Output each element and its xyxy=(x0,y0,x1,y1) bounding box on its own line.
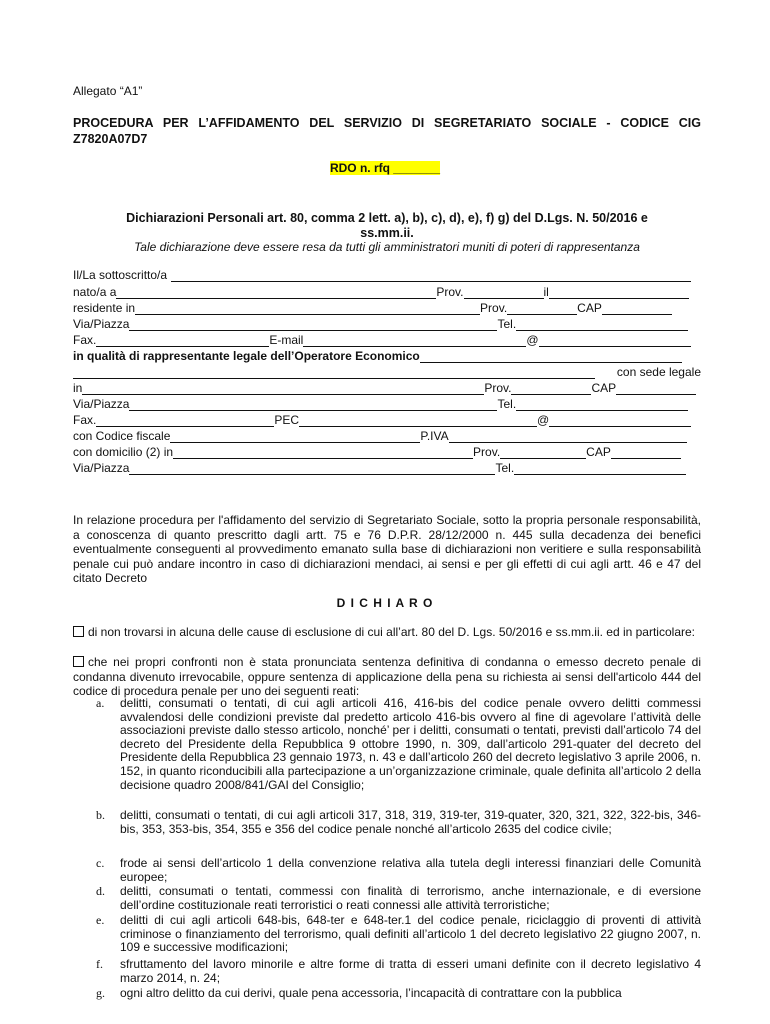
label-legal-representative: in qualità di rappresentante legale dell’Operatore Economico xyxy=(73,349,420,363)
form-row-contacts xyxy=(73,333,701,347)
field-residence-cap[interactable] xyxy=(602,303,672,315)
field-hq-prov[interactable] xyxy=(511,383,591,395)
label-prov: Prov. xyxy=(436,285,464,299)
list-item xyxy=(96,885,701,912)
label-date: il xyxy=(543,285,549,299)
field-street[interactable] xyxy=(129,319,497,331)
list-item-text: delitti, consumati o tentati, di cui agli articoli 416, 416-bis del codice penale ovvero delitti commessi avvalendosi delle condizioni previste dal predetto articolo 416-bis ovvero al fine di agevolare l’attività delle associazioni previste dallo stesso articolo, nonché’ per i delitti, consumati o tentati, previsti dall’articolo 74 del decreto del Presidente della Repubblica 9 ottobre 1990, n. 309, dall’articolo 291-quater del decreto del Presidente della Repubblica 23 gennaio 1973, n. 43 e dall’articolo 260 del decreto legislativo 3 aprile 2006, n. 152, in quanto riconducibili alla partecipazione a un’organizzazione criminale, quale definita all’articolo 2 della decisione quadro 2008/841/GAI del Consiglio; xyxy=(120,696,701,792)
label-cap: CAP xyxy=(591,381,617,395)
declaration-title xyxy=(73,211,701,241)
list-item xyxy=(96,857,701,884)
declaration-title-line-1: Dichiarazioni Personali art. 80, comma 2 lett. a), b), c), d), e), f) g) del D.Lgs. N. 50/2016 e xyxy=(126,211,648,225)
form-row-signatory xyxy=(73,268,701,282)
label-tel: Tel. xyxy=(495,461,515,475)
checkbox-1[interactable] xyxy=(73,626,84,637)
field-email-domain[interactable] xyxy=(539,335,691,347)
declaration-note: Tale dichiarazione deve essere resa da tutti gli amministratori muniti di poteri di rappresentanza xyxy=(134,240,640,254)
field-birth-prov[interactable] xyxy=(464,287,544,299)
label-born-in: nato/a a xyxy=(73,285,117,299)
field-domicile[interactable] xyxy=(173,447,473,459)
form-row-residence xyxy=(73,301,701,315)
form-row-birth xyxy=(73,285,701,299)
field-pec[interactable] xyxy=(299,415,537,427)
label-in: in xyxy=(73,381,83,395)
form-row-fiscal xyxy=(73,429,701,443)
label-at: @ xyxy=(526,333,539,347)
label-signatory: Il/La sottoscritto/a xyxy=(73,268,168,282)
rdo-reference xyxy=(0,161,770,175)
checkbox-item-2-text: che nei propri confronti non è stata pronunciata sentenza definitiva di condanna o emesso decreto penale di condanna divenuto irrevocabile, oppure sentenza di applicazione della pena su richiesta ai sensi dell'articolo 444 del codice di procedura penale per uno dei seguenti reati: xyxy=(73,655,701,699)
field-birth-date[interactable] xyxy=(549,287,689,299)
field-domicile-cap[interactable] xyxy=(611,447,681,459)
label-tel: Tel. xyxy=(497,317,517,331)
dichiaro-heading: D I C H I A R O xyxy=(336,596,434,610)
field-hq-cap[interactable] xyxy=(616,383,696,395)
form-row-hq-contacts xyxy=(73,413,701,427)
list-item-label: g. xyxy=(96,986,105,1000)
label-prov: Prov. xyxy=(480,301,508,315)
label-email: E-mail xyxy=(269,333,304,347)
form-row-domicile xyxy=(73,445,701,459)
field-vat[interactable] xyxy=(449,431,687,443)
list-item-text: sfruttamento del lavoro minorile e altre forme di tratta di esseri umani definite con il decreto legislativo 4 marzo 2014, n. 24; xyxy=(120,957,701,985)
list-item-text: delitti, consumati o tentati, commessi con finalità di terrorismo, anche internazionale, e di eversione dell’ordine costituzionale reati terroristici o reati connessi alle attività terroristiche; xyxy=(120,884,701,912)
field-tel[interactable] xyxy=(516,319,688,331)
list-item xyxy=(96,809,701,836)
document-title: PROCEDURA PER L’AFFIDAMENTO DEL SERVIZIO DI SEGRETARIATO SOCIALE - CODICE CIG Z7820A07D7 xyxy=(73,116,701,146)
label-pec: PEC xyxy=(274,413,300,427)
field-economic-operator[interactable] xyxy=(420,351,682,363)
label-prov: Prov. xyxy=(473,445,501,459)
checkbox-item-1 xyxy=(73,625,705,640)
field-pec-domain[interactable] xyxy=(549,415,691,427)
list-item-label: b. xyxy=(96,808,105,822)
form-row-address xyxy=(73,317,701,331)
list-item xyxy=(96,697,701,792)
checkbox-2[interactable] xyxy=(73,656,84,667)
field-domicile-tel[interactable] xyxy=(514,463,686,475)
label-domicile: con domicilio (2) in xyxy=(73,445,174,459)
label-prov: Prov. xyxy=(484,381,512,395)
list-item-label: e. xyxy=(96,913,105,927)
label-cap: CAP xyxy=(577,301,602,315)
list-item-text: delitti, consumati o tentati, di cui agli articoli 317, 318, 319, 319-ter, 319-quater, 320, 321, 322, 322-bis, 346-bis, 353, 353-bis, 354, 355 e 356 del codice penale nonché all’articolo 2635 del codice civile; xyxy=(120,808,701,836)
label-street: Via/Piazza xyxy=(73,461,130,475)
list-item-text: delitti di cui agli articoli 648-bis, 648-ter e 648-ter.1 del codice penale, riciclaggio di proventi di attività criminose o finanziamento del terrorismo, quali definiti all’articolo 1 del decreto legislativo 22 giugno 2007, n. 109 e successive modificazioni; xyxy=(120,913,701,955)
list-item-label: f. xyxy=(96,957,103,971)
field-domicile-street[interactable] xyxy=(129,463,495,475)
list-item xyxy=(96,914,701,955)
field-hq-fax[interactable] xyxy=(96,415,274,427)
list-item xyxy=(96,958,701,985)
form-row-domicile-address xyxy=(73,461,701,475)
checkbox-item-1-text: di non trovarsi in alcuna delle cause di esclusione di cui all’art. 80 del D. Lgs. 50/2016 e ss.mm.ii. ed in particolare: xyxy=(88,625,695,639)
field-signatory[interactable] xyxy=(171,270,691,282)
label-fax: Fax. xyxy=(73,333,97,347)
field-hq-tel[interactable] xyxy=(516,399,688,411)
label-street: Via/Piazza xyxy=(73,317,130,331)
field-tax-code[interactable] xyxy=(170,431,420,443)
list-item-label: d. xyxy=(96,884,105,898)
field-hq-street[interactable] xyxy=(129,399,497,411)
form-row-headquarters xyxy=(73,365,701,379)
list-item-label: a. xyxy=(96,696,105,710)
field-birthplace[interactable] xyxy=(116,287,436,299)
label-registered-office: con sede legale xyxy=(616,365,701,379)
label-street: Via/Piazza xyxy=(73,397,130,411)
field-residence[interactable] xyxy=(135,303,480,315)
field-hq-city[interactable] xyxy=(82,383,484,395)
label-vat: P.IVA xyxy=(420,429,449,443)
declaration-title-line-2: ss.mm.ii. xyxy=(360,226,414,240)
label-resident: residente in xyxy=(73,301,136,315)
list-item xyxy=(96,987,701,1001)
list-item-label: c. xyxy=(96,856,105,870)
label-at: @ xyxy=(537,413,550,427)
label-cap: CAP xyxy=(586,445,611,459)
form-row-role xyxy=(73,349,701,363)
label-tax-code: con Codice fiscale xyxy=(73,429,171,443)
checkbox-item-2 xyxy=(73,655,701,699)
rdo-text: RDO n. rfq _______ xyxy=(329,161,441,175)
form-row-hq-city xyxy=(73,381,701,395)
intro-paragraph: In relazione procedura per l'affidamento del servizio di Segretariato Sociale, sotto la propria personale responsabilità, a conoscenza di quanto prescritto dagli artt. 75 e 76 D.P.R. 28/12/2000 n. 445 sulla decadenza dei benefici eventualmente conseguenti al provvedimento emanato sulla base di dichiarazioni non veritiere e sulla responsabilità penale cui può andare incontro in caso di dichiarazioni mendaci, ai sensi e per gli effetti di cui agli artt. 46 e 47 del citato Decreto xyxy=(73,513,701,586)
field-fax[interactable] xyxy=(96,335,269,347)
field-operator-name[interactable] xyxy=(73,367,595,379)
field-email[interactable] xyxy=(303,335,526,347)
field-residence-prov[interactable] xyxy=(507,303,577,315)
list-item-text: frode ai sensi dell’articolo 1 della convenzione relativa alla tutela degli interessi finanziari delle Comunità europee; xyxy=(120,856,701,884)
form-row-hq-address xyxy=(73,397,701,411)
field-domicile-prov[interactable] xyxy=(500,447,586,459)
label-fax: Fax. xyxy=(73,413,97,427)
attachment-label: Allegato “A1” xyxy=(73,84,143,98)
label-tel: Tel. xyxy=(497,397,517,411)
list-item-text: ogni altro delitto da cui derivi, quale pena accessoria, l’incapacità di contrattare con la pubblica xyxy=(120,986,622,1000)
